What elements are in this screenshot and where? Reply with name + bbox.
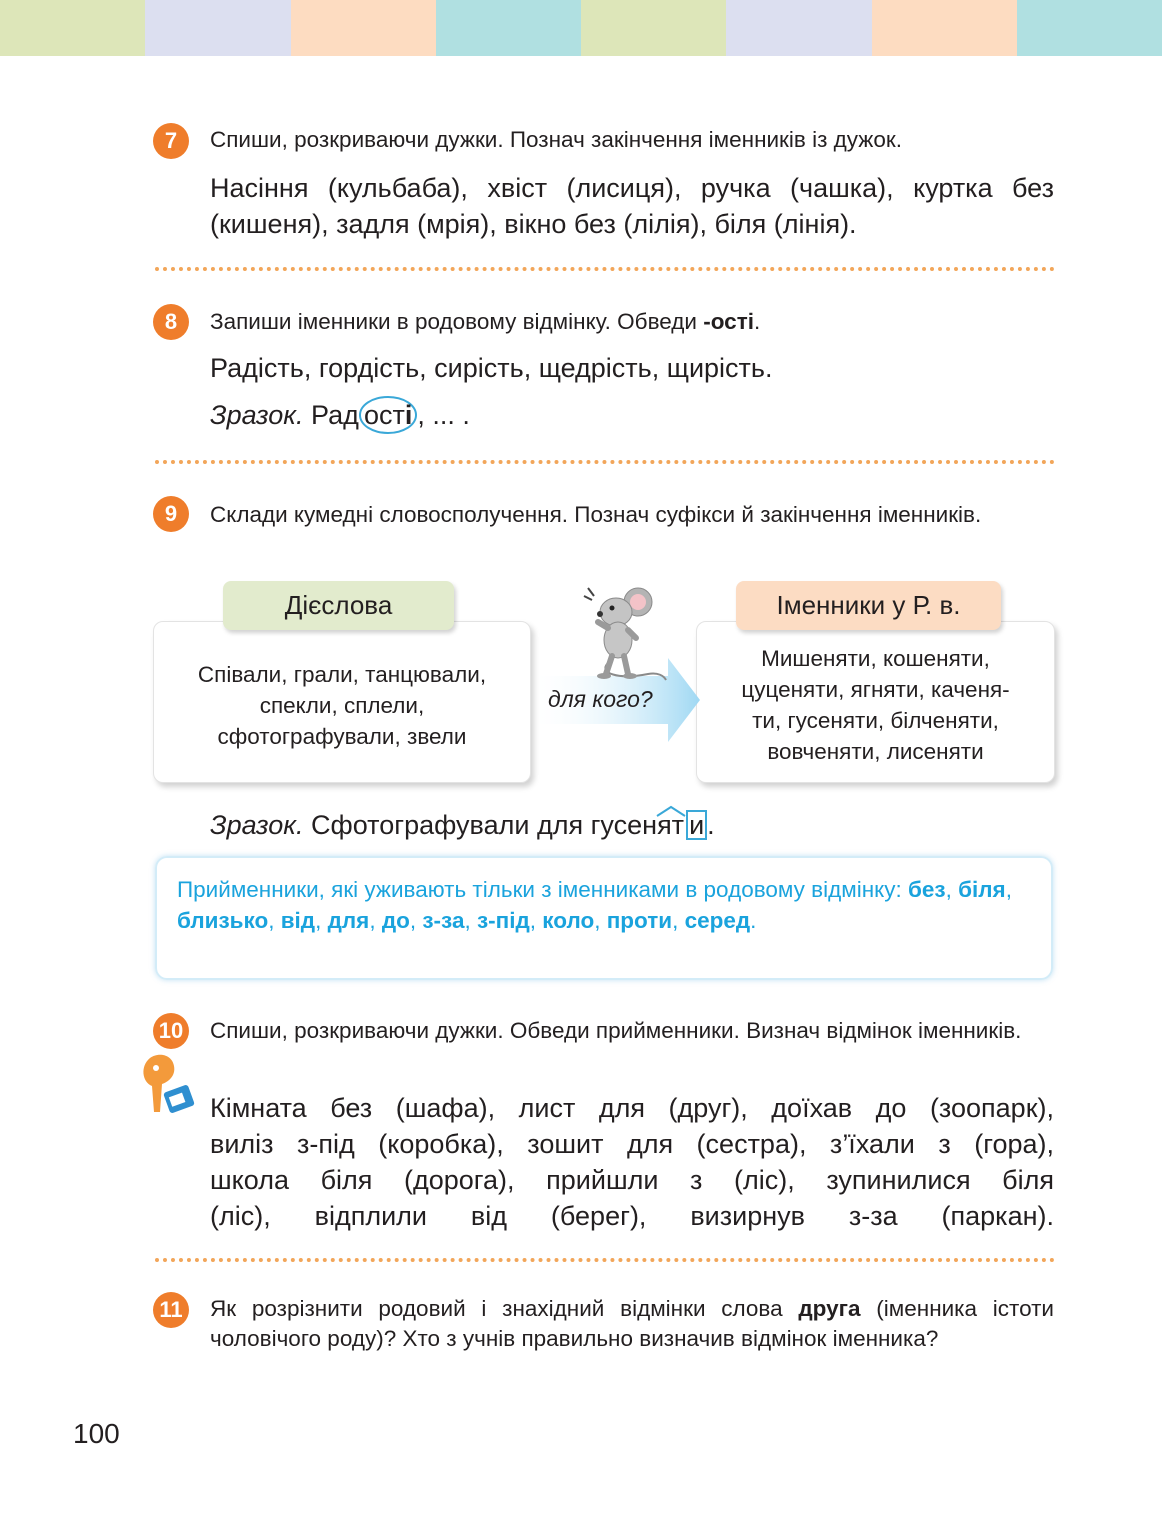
exercise-10-text xyxy=(210,1090,1054,1234)
sample-label: Зразок. xyxy=(210,400,304,430)
exercise-11-instruction xyxy=(210,1294,1054,1354)
circled-suffix xyxy=(359,396,417,434)
preposition: для xyxy=(327,908,370,933)
sample-word-end: . xyxy=(707,810,715,840)
nouns-list xyxy=(741,637,1009,767)
verbs-line: сфотографували, звели xyxy=(217,723,467,749)
sample-word-end: , ... . xyxy=(417,400,470,430)
exercise-10-line: Кімната без (шафа), лист для (друг), доїхав до (зоопарк), xyxy=(210,1093,1054,1123)
rule-box xyxy=(155,856,1053,980)
separator: , xyxy=(529,908,543,933)
preposition: серед xyxy=(684,908,751,933)
exercise-10-line: школа біля (дорога), прийшли з (ліс), зупинилися біля xyxy=(210,1165,1054,1195)
dotted-divider xyxy=(155,267,1055,271)
separator: , xyxy=(369,908,382,933)
preposition: проти xyxy=(606,908,673,933)
verbs-list xyxy=(198,653,486,752)
exercise-9-number: 9 xyxy=(153,496,189,532)
instruction-text: . xyxy=(753,309,761,334)
separator: , xyxy=(409,908,423,933)
exercise-7-number: 7 xyxy=(153,123,189,159)
preposition: з-за xyxy=(422,908,465,933)
preposition: до xyxy=(381,908,410,933)
exercise-8-instruction xyxy=(210,307,1054,337)
exercise-10-number: 10 xyxy=(153,1013,189,1049)
nouns-line: Мишеняти, кошеняти, xyxy=(761,646,990,671)
mouse-icon xyxy=(578,578,668,684)
header-stripe xyxy=(0,0,145,56)
exercise-11-number: 11 xyxy=(153,1292,189,1328)
nouns-card xyxy=(696,621,1055,783)
verbs-tab: Дієслова xyxy=(223,581,454,630)
pencil-note-icon xyxy=(136,1052,196,1118)
suffix-mark xyxy=(657,807,684,843)
separator: , xyxy=(315,908,328,933)
verbs-line: Співали, грали, танцювали, xyxy=(197,661,487,687)
exercise-8-text: Радість, гордість, сирість, щедрість, щирість. xyxy=(210,353,773,383)
verbs-line: спекли, сплели, xyxy=(259,692,425,718)
preposition: коло xyxy=(542,908,595,933)
separator: , xyxy=(268,908,281,933)
separator: , xyxy=(464,908,477,933)
header-stripe xyxy=(872,0,1017,56)
nouns-tab: Іменники у Р. в. xyxy=(736,581,1001,630)
header-stripe xyxy=(726,0,871,56)
rule-end: . xyxy=(750,908,757,933)
exercise-7-instruction: Спиши, розкриваючи дужки. Познач закінчення іменників із дужок. xyxy=(210,127,902,152)
exercise-10-line: (ліс), відплили від (берег), визирнув з-за (паркан). xyxy=(210,1201,1054,1231)
exercise-9-instruction: Склади кумедні словосполучення. Познач суфікси й закінчення іменників. xyxy=(210,502,982,527)
boxed-ending: и xyxy=(686,810,707,840)
header-stripe xyxy=(145,0,290,56)
separator: , xyxy=(945,877,959,902)
header-stripe xyxy=(581,0,726,56)
instruction-text: Як розрізнити родовий і знахідний відмінки слова xyxy=(210,1296,799,1321)
exercise-8-number: 8 xyxy=(153,304,189,340)
page-number: 100 xyxy=(73,1418,120,1449)
preposition: близько xyxy=(177,908,269,933)
dotted-divider xyxy=(155,1258,1055,1262)
nouns-line: вовченяти, лисеняти xyxy=(767,739,984,764)
preposition: з-під xyxy=(476,908,530,933)
suffix-highlight: -ості xyxy=(703,309,754,334)
exercise-10-line: виліз з-під (коробка), зошит для (сестра), з’їхали з (гора), xyxy=(210,1129,1054,1159)
circled-text: ост xyxy=(363,400,405,430)
nouns-line: ти, гусеняти, білченяти, xyxy=(752,708,999,733)
arrow-label: для кого? xyxy=(548,686,653,712)
exercise-8-sample xyxy=(210,397,470,433)
sample-word-start: Рад xyxy=(311,400,359,430)
sample-word-start: Сфотографували для гусен xyxy=(311,810,658,840)
header-stripe xyxy=(1017,0,1162,56)
sample-label: Зразок. xyxy=(210,810,304,840)
circled-ending: і xyxy=(404,400,413,430)
preposition: без xyxy=(907,877,946,902)
exercise-10-instruction: Спиши, розкриваючи дужки. Обведи прийменники. Визнач відмінок іменників. xyxy=(210,1018,1022,1043)
instruction-text: (іменника істоти чоловічого роду)? Хто з учнів правильно визначив відмінок іменника? xyxy=(210,1296,1054,1351)
highlighted-word: друга xyxy=(798,1296,861,1321)
dotted-divider xyxy=(155,460,1055,464)
exercise-7-text: Насіння (кульбаба), хвіст (лисиця), ручка (чашка), куртка без (кишеня), задля (мрія), вікно без (лілія), біля (лінія). xyxy=(210,173,1054,239)
header-color-strip xyxy=(0,0,1162,56)
separator: , xyxy=(672,908,685,933)
suffix-text: ят xyxy=(657,810,685,840)
verbs-card xyxy=(153,621,531,783)
header-stripe xyxy=(291,0,436,56)
rule-text: Прийменники, які уживають тільки з іменниками в родовому відмінку: xyxy=(177,877,908,902)
exercise-9-sample xyxy=(210,807,715,843)
instruction-text: Запиши іменники в родовому відмінку. Обведи xyxy=(210,309,704,334)
header-stripe xyxy=(436,0,581,56)
nouns-line: цуценяти, ягняти, каченя- xyxy=(741,677,1010,702)
separator: , xyxy=(1005,877,1012,902)
separator: , xyxy=(594,908,607,933)
preposition: біля xyxy=(958,877,1006,902)
preposition: від xyxy=(280,908,316,933)
suffix-arc-icon xyxy=(656,805,686,817)
